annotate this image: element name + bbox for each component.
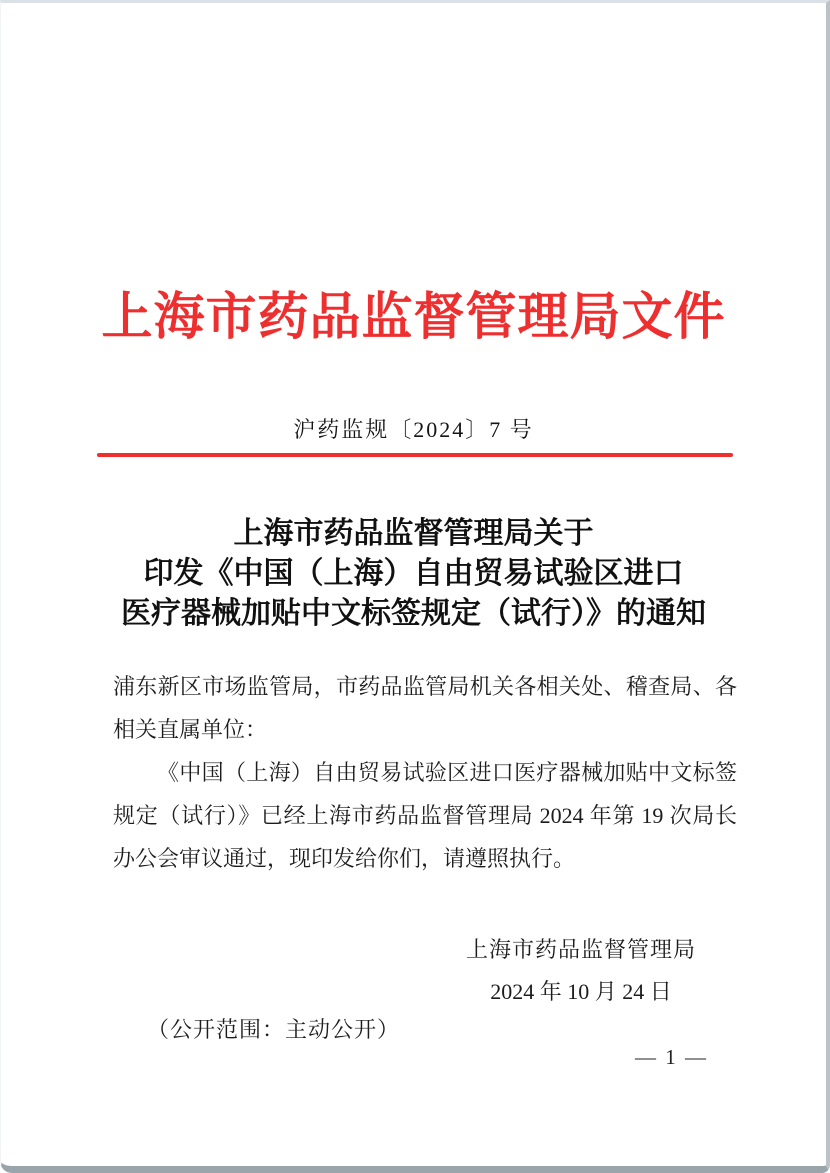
letterhead-divider-rule bbox=[97, 453, 733, 457]
main-paragraph: 《中国（上海）自由贸易试验区进口医疗器械加贴中文标签规定（试行）》已经上海市药品监督管理局 2024 年第 19 次局长办公会审议通过，现印发给你们，请遵照执行。 bbox=[113, 760, 737, 871]
signature-block bbox=[439, 929, 723, 1013]
signature-date: 2024 年 10 月 24 日 bbox=[490, 979, 672, 1004]
signature-agency: 上海市药品监督管理局 bbox=[465, 937, 696, 962]
salutation-paragraph: 浦东新区市场监管局，市药品监管局机关各相关处、稽查局、各相关直属单位： bbox=[113, 674, 737, 742]
document-title-line-3: 医疗器械加贴中文标签规定（试行）》的通知 bbox=[121, 597, 706, 630]
document-title-line-1: 上海市药品监督管理局关于 bbox=[233, 517, 594, 550]
document-title-line-2: 印发《中国（上海）自由贸易试验区进口 bbox=[143, 557, 684, 590]
document-title bbox=[1, 514, 826, 634]
page-number: — 1 — bbox=[635, 1045, 708, 1069]
document-body bbox=[113, 665, 737, 880]
letterhead-title: 上海市药品监督管理局文件 bbox=[101, 290, 726, 346]
document-number: 沪药监规〔2024〕7 号 bbox=[293, 417, 534, 442]
disclosure-scope-note: （公开范围：主动公开） bbox=[147, 1017, 401, 1042]
